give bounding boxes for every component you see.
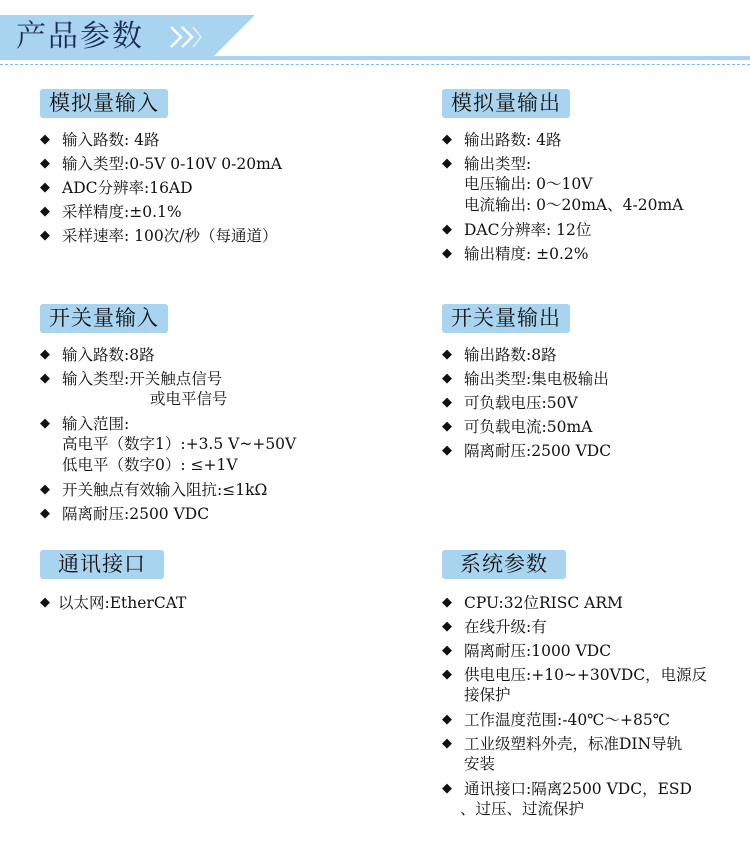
list-item: ◆ 工业级塑料外壳，标准DIN导轨 安装 (442, 734, 707, 775)
list-item: ◆ 输出精度: ±0.2% (442, 245, 589, 263)
sub-line: 接保护 (464, 686, 511, 704)
list-item: ◆ 供电电压:+10~+30VDC，电源反 接保护 (442, 666, 708, 704)
diamond-bullet-icon: ◆ (40, 132, 50, 147)
page-title: 产品参数 (16, 19, 144, 54)
diamond-bullet-icon: ◆ (40, 595, 50, 610)
section-digital-output (442, 304, 611, 465)
sub-line: 安装 (464, 755, 496, 773)
list-item: ◆ 输出类型: 电压输出: 0～10V 电流输出: 0～20mA、4-20mA (442, 155, 684, 214)
list-item: ◆ 输入路数:8路 (40, 346, 155, 364)
page-header (0, 0, 750, 70)
diamond-bullet-icon: ◆ (442, 371, 452, 386)
spec-list (40, 130, 282, 246)
diamond-bullet-icon: ◆ (442, 395, 452, 410)
diamond-bullet-icon: ◆ (442, 222, 452, 237)
list-item: ◆ 以太网:EtherCAT (40, 594, 187, 612)
header-banner-slant (210, 15, 255, 60)
diamond-bullet-icon: ◆ (442, 643, 452, 658)
list-item: ◆ 输入路数: 4路 (40, 131, 160, 149)
list-item: ◆ 可负载电流:50mA (442, 418, 593, 436)
diamond-bullet-icon: ◆ (40, 506, 50, 521)
diamond-bullet-icon: ◆ (442, 667, 452, 682)
list-item: ◆ 工作温度范围:-40℃～+85℃ (442, 711, 671, 729)
sub-line: 电流输出: 0～20mA、4-20mA (464, 196, 684, 214)
sub-line: 、过压、过流保护 (460, 800, 585, 818)
list-item: ◆ 采样速率: 100次/秒（每通道） (40, 227, 278, 245)
section-title: 开关量输入 (40, 304, 168, 333)
section-analog-input (40, 89, 282, 250)
section-title: 开关量输出 (442, 304, 570, 333)
diamond-bullet-icon: ◆ (442, 736, 452, 751)
diamond-bullet-icon: ◆ (442, 419, 452, 434)
spec-list (40, 345, 296, 524)
diamond-bullet-icon: ◆ (442, 132, 452, 147)
double-chevron-icon (168, 22, 202, 52)
list-item: ◆ 在线升级:有 (442, 618, 547, 636)
diamond-bullet-icon: ◆ (40, 156, 50, 171)
diamond-bullet-icon: ◆ (40, 416, 50, 431)
diamond-bullet-icon: ◆ (40, 180, 50, 195)
spec-list (442, 345, 611, 461)
section-title: 模拟量输出 (442, 89, 570, 118)
diamond-bullet-icon: ◆ (442, 156, 452, 171)
list-item: ◆ ADC分辨率:16AD (40, 179, 193, 197)
section-communication (40, 550, 186, 617)
list-item: ◆ 输入范围: 高电平（数字1）:+3.5 V~+50V 低电平（数字0）: ≤+1V (40, 415, 297, 474)
diamond-bullet-icon: ◆ (40, 347, 50, 362)
section-system (442, 550, 707, 824)
diamond-bullet-icon: ◆ (442, 443, 452, 458)
section-title: 模拟量输入 (40, 89, 168, 118)
list-item: ◆ 输出路数:8路 (442, 346, 557, 364)
header-dashed-line (0, 64, 750, 65)
list-item: ◆ 通讯接口:隔离2500 VDC，ESD 、过压、过流保护 (442, 779, 707, 820)
diamond-bullet-icon: ◆ (40, 204, 50, 219)
diamond-bullet-icon: ◆ (442, 712, 452, 727)
sub-line: 电压输出: 0～10V (464, 175, 593, 193)
list-item: ◆ 输入类型:0-5V 0-10V 0-20mA (40, 155, 282, 173)
spec-list (442, 593, 707, 820)
list-item: ◆ DAC分辨率: 12位 (442, 221, 592, 239)
list-item: ◆ 可负载电压:50V (442, 394, 578, 412)
list-item: ◆ 输出类型:集电极输出 (442, 370, 609, 388)
list-item: ◆ 输出路数: 4路 (442, 131, 562, 149)
diamond-bullet-icon: ◆ (442, 595, 452, 610)
sub-line: 或电平信号 (150, 390, 228, 408)
spec-list (40, 593, 186, 613)
list-item: ◆ 隔离耐压:2500 VDC (40, 505, 210, 523)
diamond-bullet-icon: ◆ (40, 482, 50, 497)
diamond-bullet-icon: ◆ (442, 347, 452, 362)
list-item: ◆ 隔离耐压:1000 VDC (442, 642, 612, 660)
section-analog-output (442, 89, 683, 268)
section-digital-input (40, 304, 296, 528)
diamond-bullet-icon: ◆ (442, 781, 452, 796)
diamond-bullet-icon: ◆ (40, 228, 50, 243)
list-item: ◆ 隔离耐压:2500 VDC (442, 442, 612, 460)
list-item: ◆ 输入类型:开关触点信号 或电平信号 (40, 369, 296, 410)
sub-line: 低电平（数字0）: ≤+1V (62, 456, 238, 474)
spec-list (442, 130, 683, 264)
list-item: ◆ 采样精度:±0.1% (40, 203, 182, 221)
section-title: 通讯接口 (40, 550, 164, 579)
diamond-bullet-icon: ◆ (442, 619, 452, 634)
diamond-bullet-icon: ◆ (442, 246, 452, 261)
sub-line: 高电平（数字1）:+3.5 V~+50V (62, 435, 297, 453)
diamond-bullet-icon: ◆ (40, 371, 50, 386)
list-item: ◆ 开关触点有效输入阻抗:≤1kΩ (40, 481, 268, 499)
section-title: 系统参数 (442, 550, 566, 579)
list-item: ◆ CPU:32位RISC ARM (442, 594, 623, 612)
